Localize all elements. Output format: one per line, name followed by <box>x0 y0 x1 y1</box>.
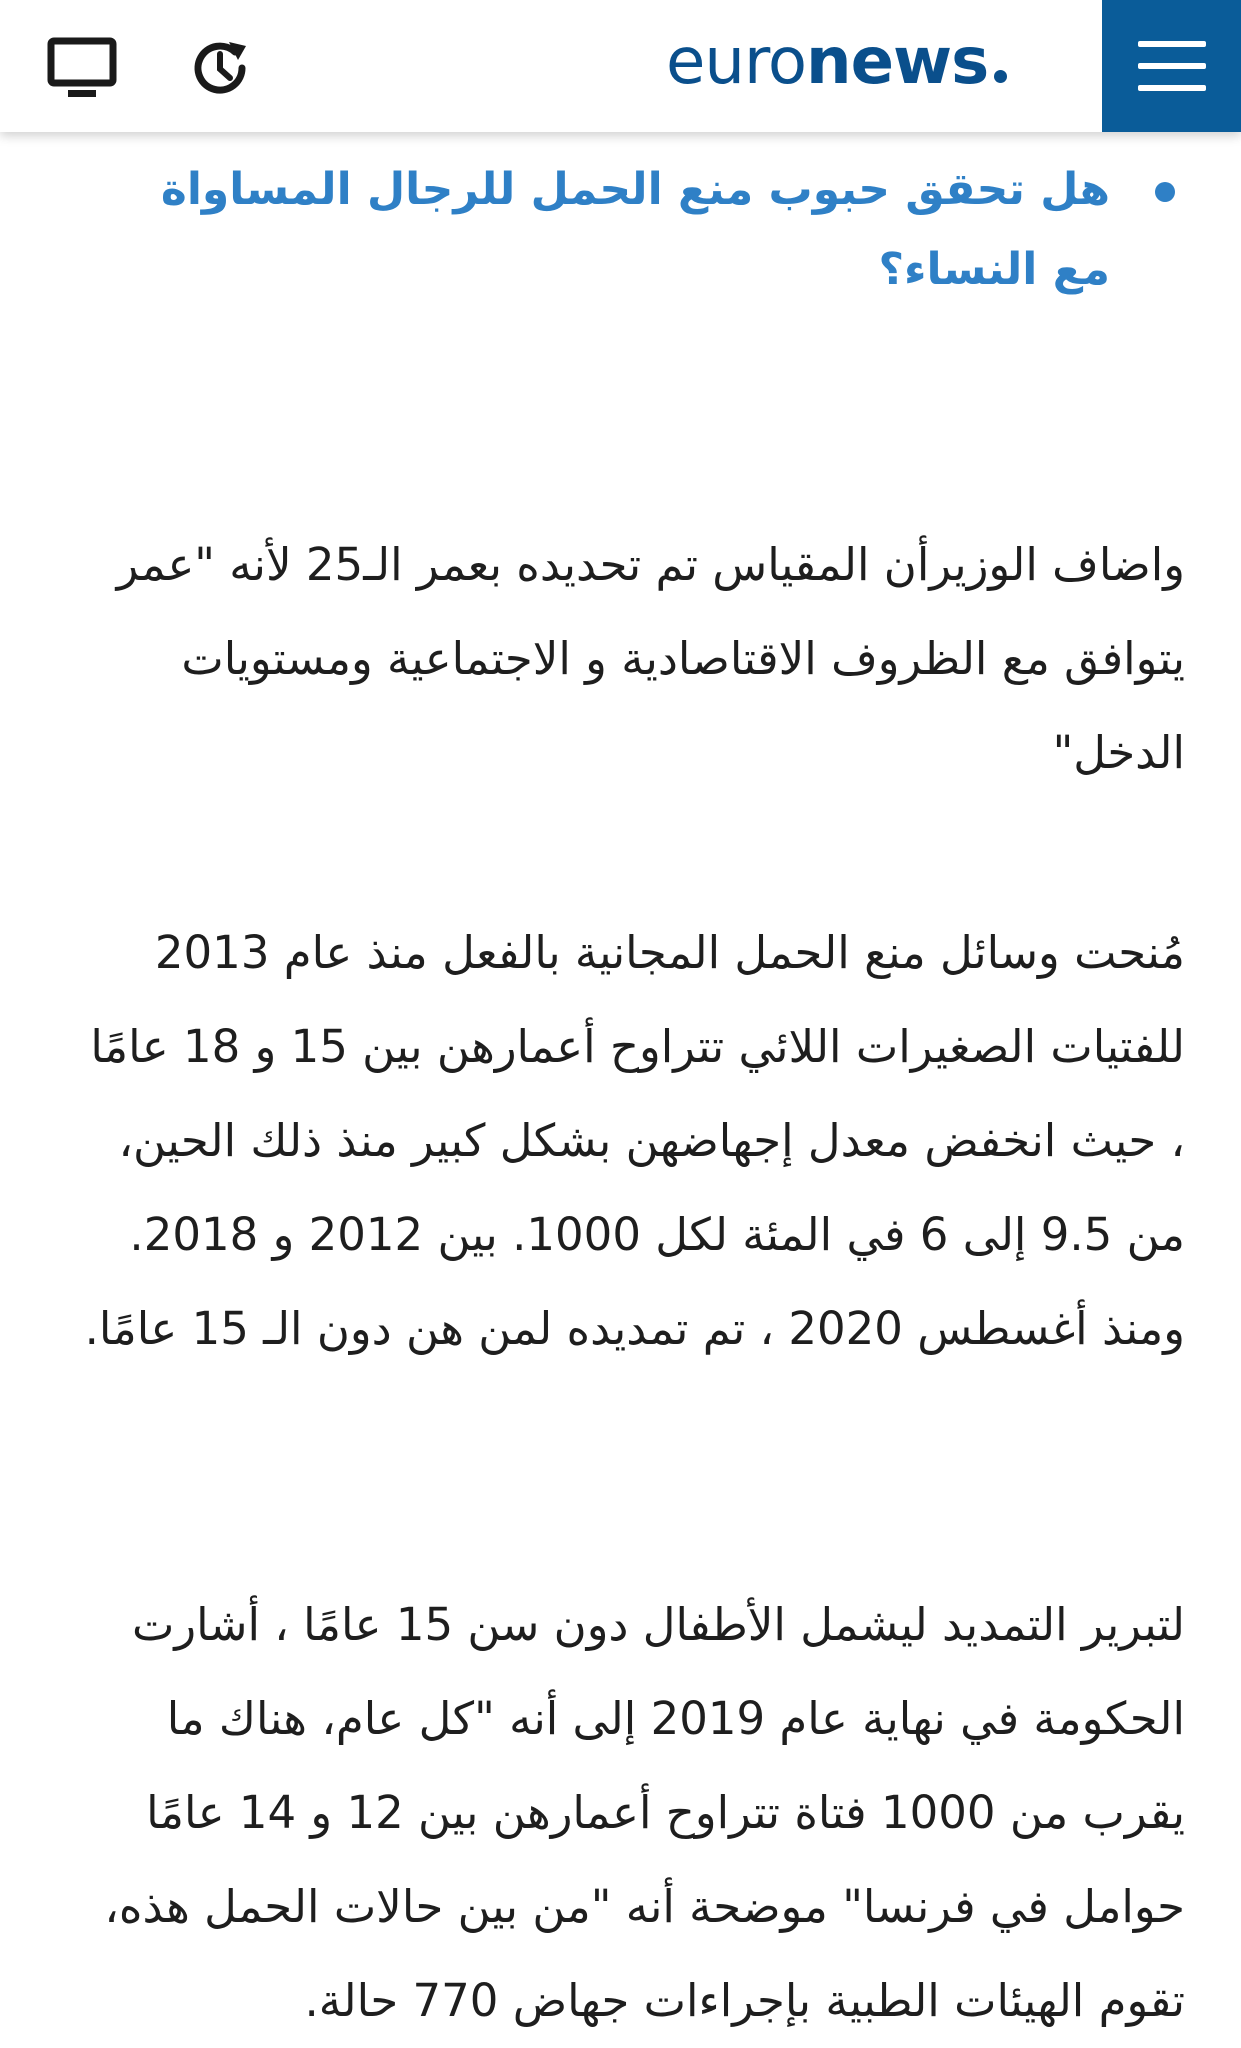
top-header <box>0 0 1241 132</box>
tv-icon[interactable] <box>42 28 122 108</box>
related-article-item <box>150 150 1150 310</box>
logo-light-text: euro <box>666 25 806 99</box>
euronews-logo[interactable] <box>666 22 1007 102</box>
article-paragraph: مُنحت وسائل منع الحمل المجانية بالفعل منذ عام 2013 للفتيات الصغيرات اللائي تتراوح أعمارهن بين 15 و 18 عامًا ، حيث انخفض معدل إجهاضهن بشكل كبير منذ ذلك الحين، من 9.5 إلى 6 في المئة لكل 1000. بين 2012 و 2018. ومنذ أغسطس 2020 ، تم تمديده لمن هن دون الـ 15 عامًا. <box>84 926 1185 1355</box>
article-paragraph: لتبرير التمديد ليشمل الأطفال دون سن 15 عامًا ، أشارت الحكومة في نهاية عام 2019 إلى أنه "كل عام، هناك ما يقرب من 1000 فتاة تتراوح أعمارهن بين 12 و 14 عامًا حوامل في فرنسا" موضحة أنه "من بين حالات الحمل هذه، تقوم الهيئات الطبية بإجراءات جهاض 770 حالة. <box>104 1598 1185 2027</box>
article-paragraph: واضاف الوزيرأن المقياس تم تحديده بعمر الـ25 لأنه "عمر يتوافق مع الظروف الاقتاصادية و الاجتماعية ومستويات الدخل" <box>116 538 1185 779</box>
hamburger-menu-icon-bar-2 <box>1138 63 1206 69</box>
bullet-icon <box>1155 182 1175 202</box>
logo-bold-text: news <box>806 25 989 99</box>
hamburger-menu-button[interactable] <box>1102 0 1241 132</box>
related-article-link[interactable]: هل تحقق حبوب منع الحمل للرجال المساواة مع النساء؟ <box>160 164 1110 295</box>
history-icon[interactable] <box>180 28 260 108</box>
hamburger-menu-icon-bar-3 <box>1138 85 1206 91</box>
hamburger-menu-icon <box>1138 41 1206 47</box>
logo-dot <box>994 70 1007 83</box>
